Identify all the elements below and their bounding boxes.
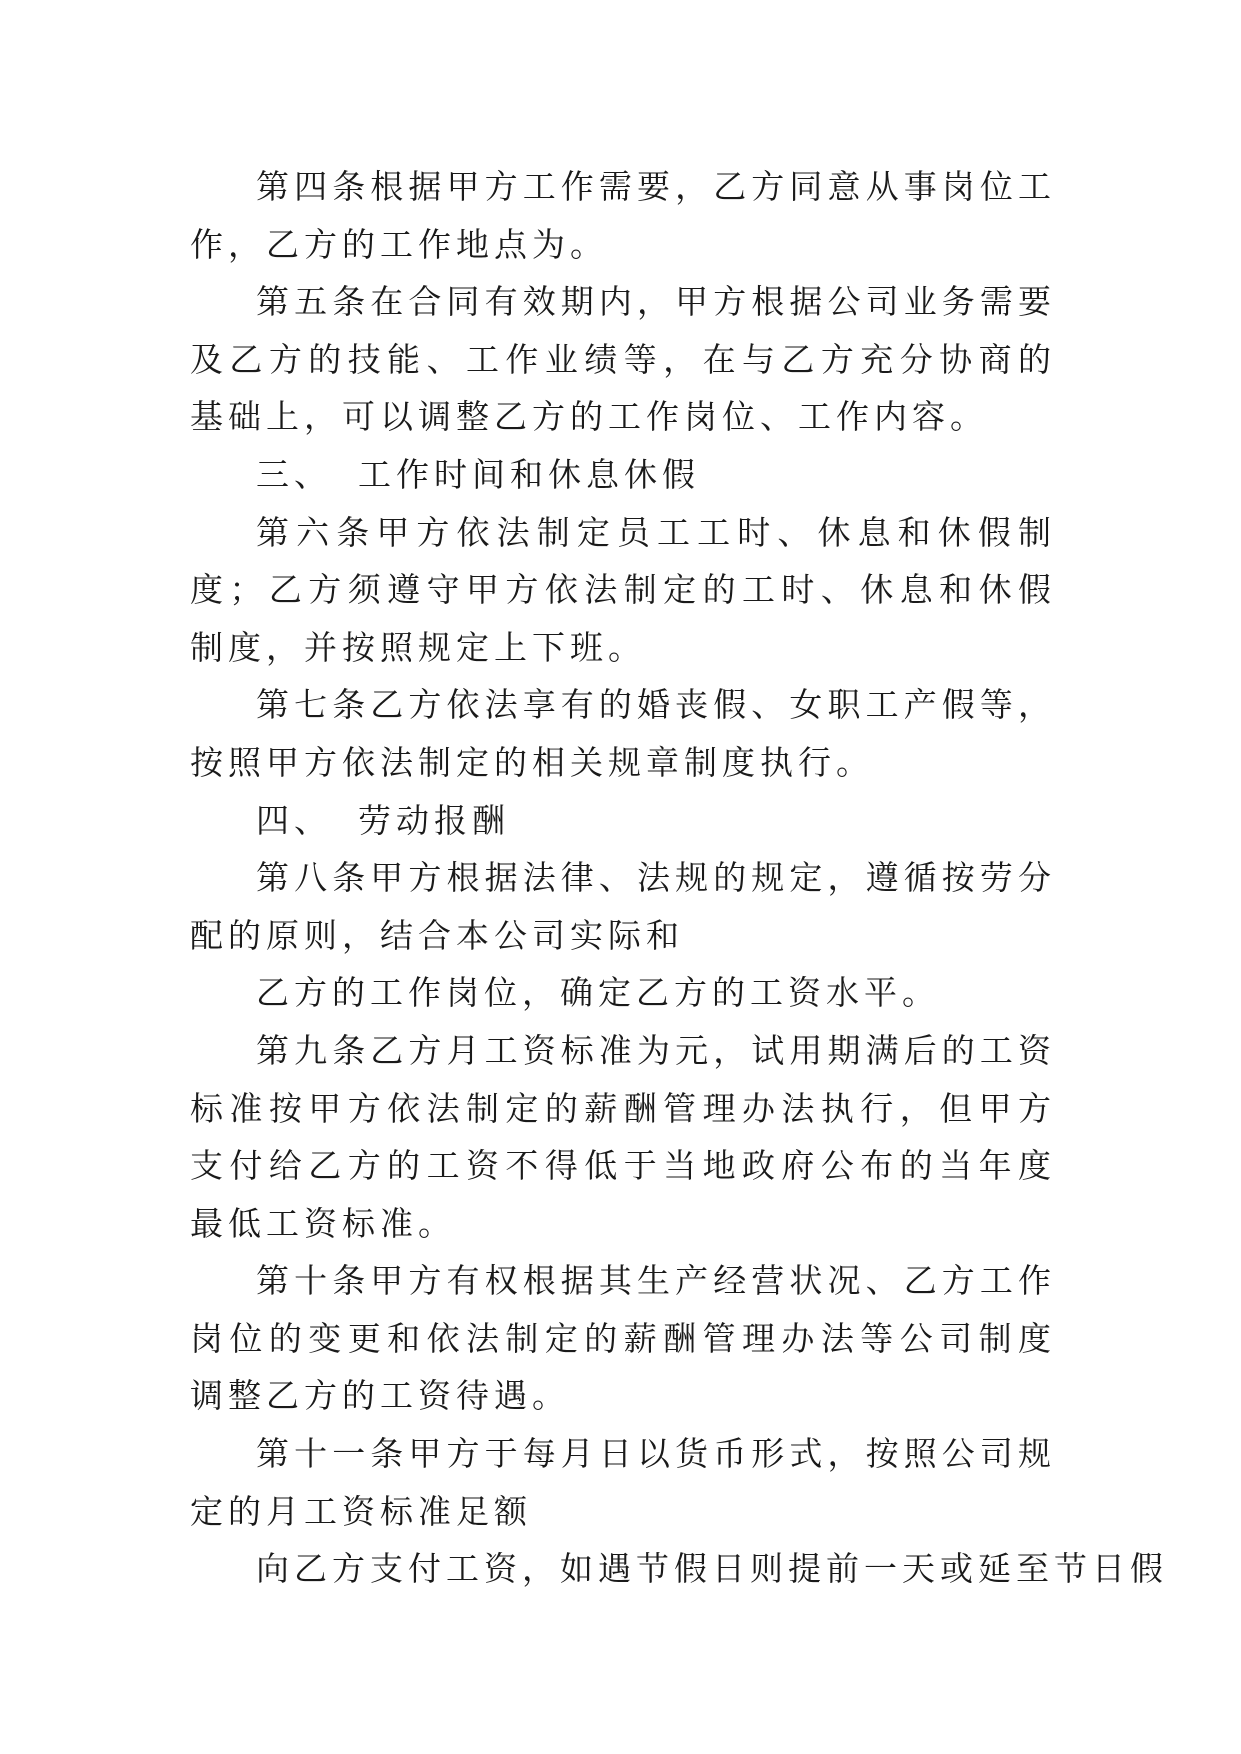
section-number-3: 三、 <box>256 454 332 494</box>
article-11: 第十一条甲方于每月日以货币形式，按照公司规定的月工资标准足额 <box>190 1434 1056 1531</box>
section-title-4: 劳动报酬 <box>358 800 510 840</box>
article-11-continued: 向乙方支付工资，如遇节假日则提前一天或延至节日假 <box>256 1549 1168 1589</box>
article-4: 第四条根据甲方工作需要，乙方同意从事岗位工作，乙方的工作地点为。 <box>190 167 1056 264</box>
article-6: 第六条甲方依法制定员工工时、休息和休假制度；乙方须遵守甲方依法制定的工时、休息和休假制度，并按照规定上下班。 <box>190 512 1056 667</box>
section-number-4: 四、 <box>256 800 332 840</box>
article-5: 第五条在合同有效期内，甲方根据公司业务需要及乙方的技能、工作业绩等，在与乙方充分协商的基础上，可以调整乙方的工作岗位、工作内容。 <box>190 282 1056 437</box>
article-8-continued: 乙方的工作岗位，确定乙方的工资水平。 <box>256 973 940 1013</box>
article-9: 第九条乙方月工资标准为元，试用期满后的工资标准按甲方依法制定的薪酬管理办法执行，但甲方支付给乙方的工资不得低于当地政府公布的当年度最低工资标准。 <box>190 1030 1056 1243</box>
article-8: 第八条甲方根据法律、法规的规定，遵循按劳分配的原则，结合本公司实际和 <box>190 858 1056 955</box>
section-heading-3 <box>190 446 1056 504</box>
section-heading-4 <box>190 792 1056 850</box>
section-title-3: 工作时间和休息休假 <box>358 454 700 494</box>
contract-body <box>190 158 1168 1598</box>
article-10: 第十条甲方有权根据其生产经营状况、乙方工作岗位的变更和依法制定的薪酬管理办法等公司制度调整乙方的工资待遇。 <box>190 1261 1056 1416</box>
article-7: 第七条乙方依法享有的婚丧假、女职工产假等，按照甲方依法制定的相关规章制度执行。 <box>190 685 1056 782</box>
